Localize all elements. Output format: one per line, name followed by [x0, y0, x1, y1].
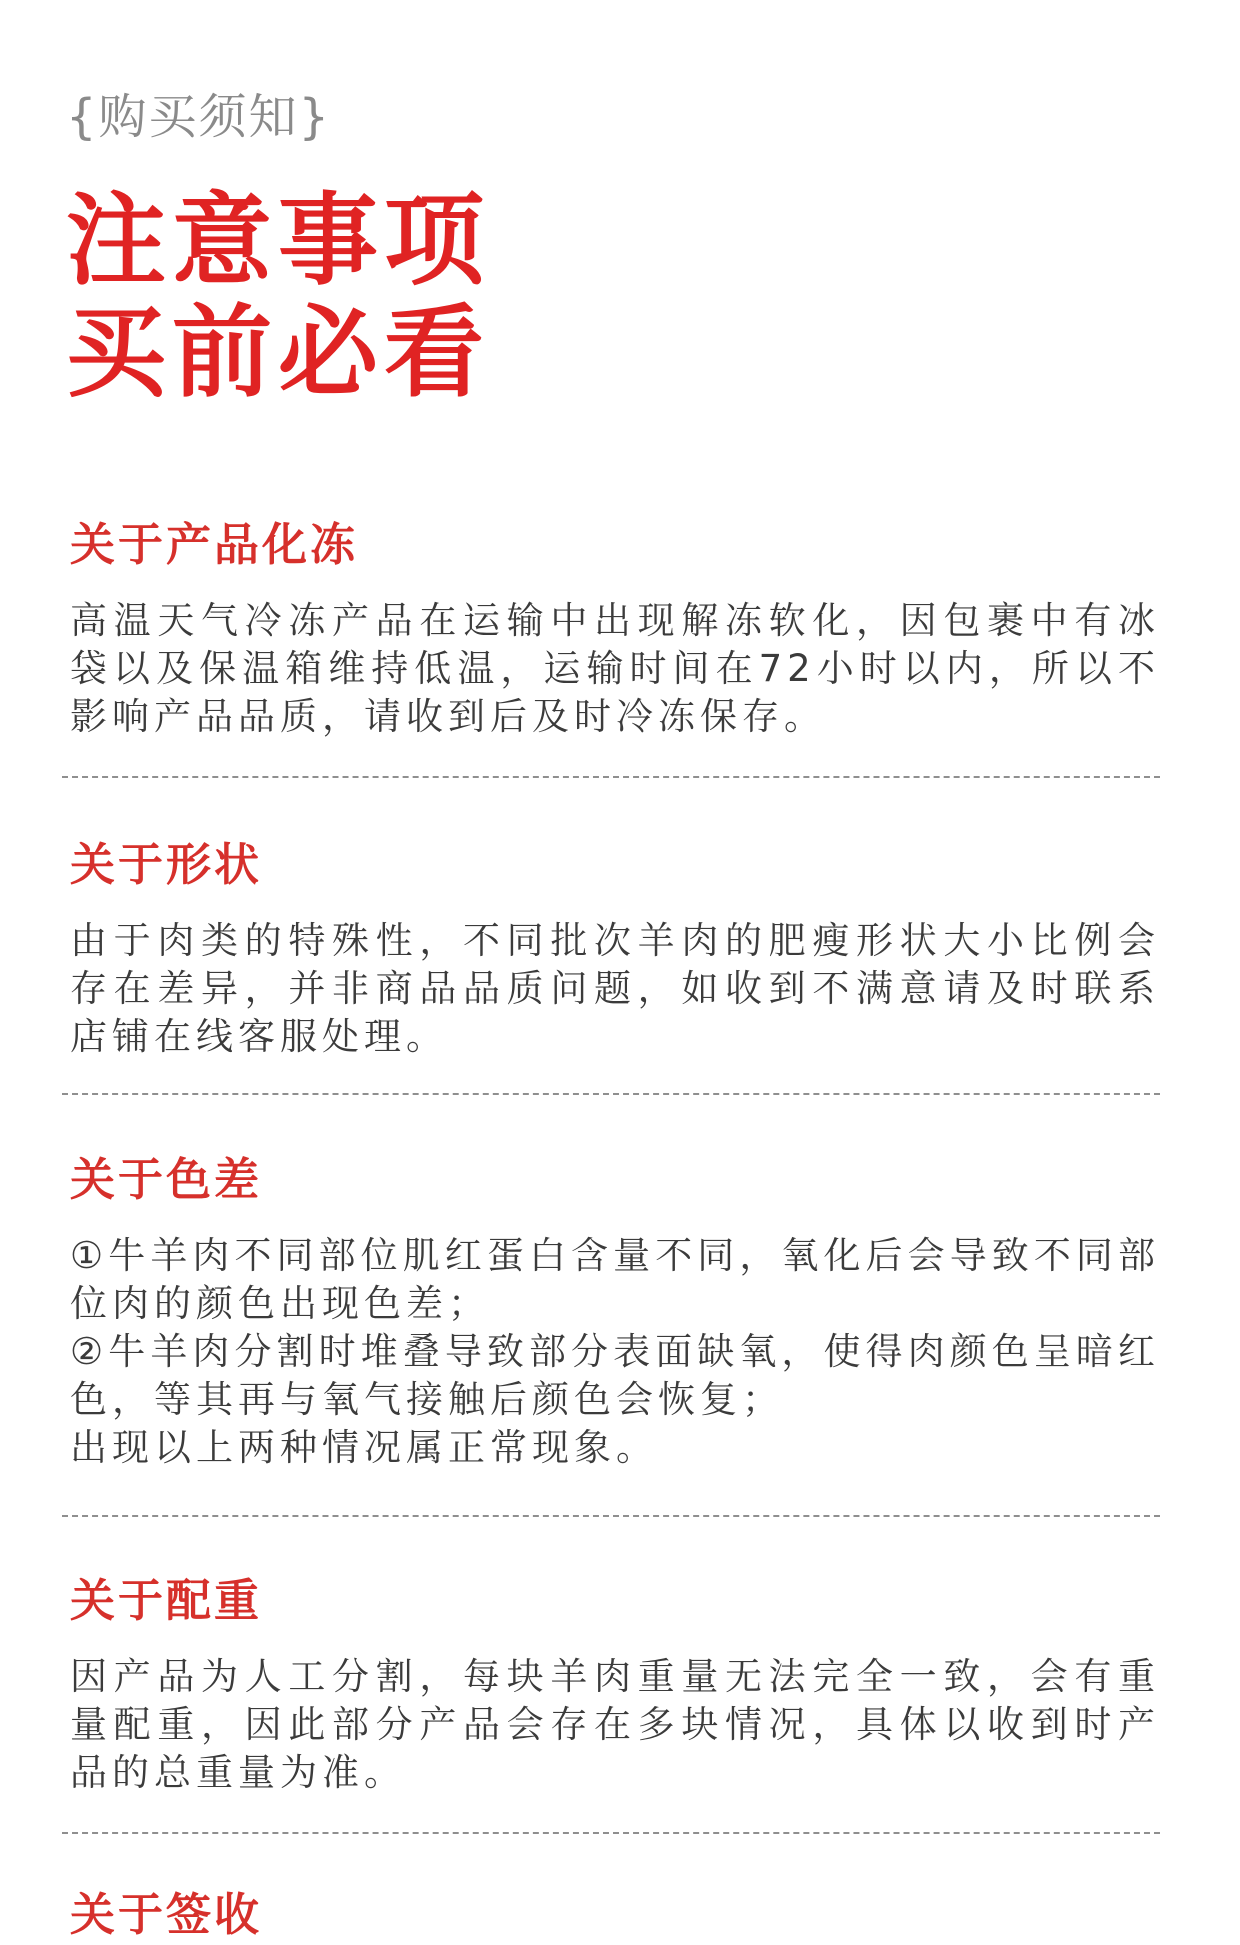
page-title [66, 182, 490, 411]
section-divider [62, 1093, 1160, 1095]
section-divider [62, 776, 1160, 778]
title-line-2: 买前必看 [66, 294, 490, 411]
section-thawing [70, 515, 1160, 741]
title-line-1: 注意事项 [66, 182, 490, 299]
section-paragraph: 因产品为人工分割，每块羊肉重量无法完全一致，会有重量配重，因此部分产品会存在多块情况，具体以收到时产品的总重量为准。 [70, 1655, 1160, 1794]
section-shape [70, 835, 1160, 1061]
section-paragraph: 由于肉类的特殊性，不同批次羊肉的肥瘦形状大小比例会存在差异，并非商品品质问题，如收到不满意请及时联系店铺在线客服处理。 [70, 919, 1160, 1058]
section-receipt [70, 1885, 1160, 1945]
section-heading: 关于产品化冻 [70, 518, 359, 571]
section-divider [62, 1832, 1160, 1834]
section-paragraph: 高温天气冷冻产品在运输中出现解冻软化，因包裹中有冰袋以及保温箱维持低温，运输时间在72小时以内，所以不影响产品品质，请收到后及时冷冻保存。 [70, 599, 1160, 738]
section-paragraph: 出现以上两种情况属正常现象。 [70, 1426, 658, 1469]
section-heading: 关于形状 [70, 838, 263, 891]
section-heading: 关于签收 [70, 1888, 263, 1941]
section-paragraph: ①牛羊肉不同部位肌红蛋白含量不同，氧化后会导致不同部位肉的颜色出现色差； [70, 1234, 1160, 1325]
section-paragraph: ②牛羊肉分割时堆叠导致部分表面缺氧，使得肉颜色呈暗红色，等其再与氧气接触后颜色会恢复； [70, 1330, 1160, 1421]
section-heading: 关于色差 [70, 1153, 263, 1206]
section-weight [70, 1571, 1160, 1797]
section-color-difference [70, 1150, 1160, 1472]
section-heading: 关于配重 [70, 1574, 263, 1627]
purchase-notice-label: {购买须知} [66, 89, 332, 145]
section-divider [62, 1515, 1160, 1517]
